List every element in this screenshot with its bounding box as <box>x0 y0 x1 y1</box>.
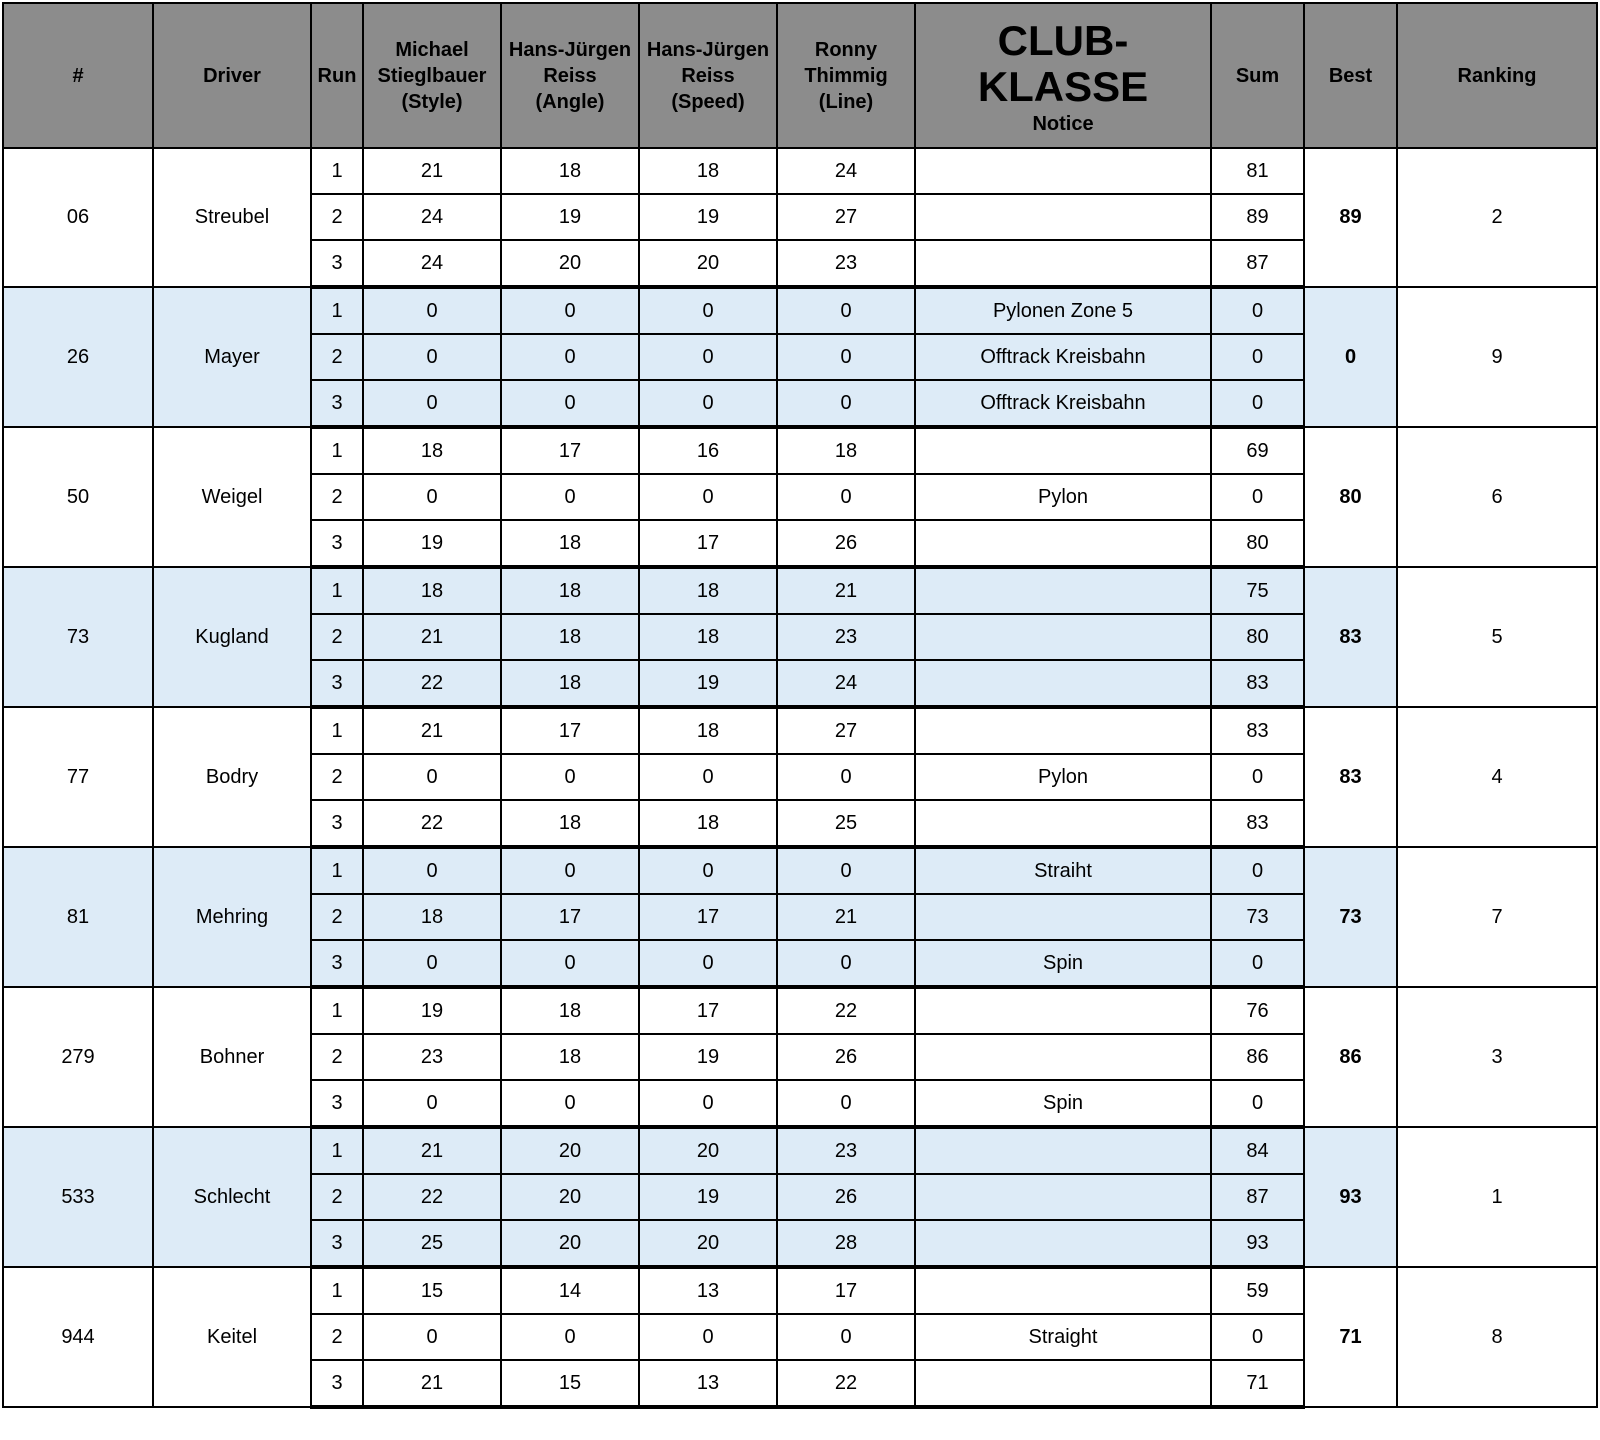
run-notice: Offtrack Kreisbahn <box>915 380 1211 427</box>
score-speed: 0 <box>639 1080 777 1127</box>
score-style: 0 <box>363 1080 501 1127</box>
driver-number: 77 <box>3 707 153 847</box>
score-angle: 0 <box>501 334 639 380</box>
score-style: 0 <box>363 380 501 427</box>
score-style: 21 <box>363 614 501 660</box>
best-score: 89 <box>1304 148 1397 287</box>
driver-number: 533 <box>3 1127 153 1267</box>
run-number: 1 <box>311 987 363 1034</box>
header-judge-speed-first: Hans-Jürgen <box>646 38 770 61</box>
header-judge-angle-first: Hans-Jürgen <box>508 38 632 61</box>
best-score: 71 <box>1304 1267 1397 1407</box>
score-line: 24 <box>777 660 915 707</box>
score-style: 22 <box>363 800 501 847</box>
run-number: 2 <box>311 894 363 940</box>
ranking: 5 <box>1397 567 1597 707</box>
score-speed: 20 <box>639 1220 777 1267</box>
run-notice: Pylon <box>915 474 1211 520</box>
header-judge-speed-criterion: (Speed) <box>671 90 745 113</box>
header-number: # <box>3 3 153 148</box>
run-notice <box>915 520 1211 567</box>
results-body <box>3 148 1597 1407</box>
score-speed: 0 <box>639 847 777 894</box>
score-angle: 17 <box>501 894 639 940</box>
run-notice <box>915 987 1211 1034</box>
score-style: 0 <box>363 474 501 520</box>
run-notice <box>915 567 1211 614</box>
run-number: 1 <box>311 1267 363 1314</box>
score-line: 0 <box>777 334 915 380</box>
score-line: 21 <box>777 894 915 940</box>
score-style: 0 <box>363 334 501 380</box>
run-number: 2 <box>311 474 363 520</box>
score-speed: 0 <box>639 380 777 427</box>
ranking: 2 <box>1397 148 1597 287</box>
score-line: 25 <box>777 800 915 847</box>
score-speed: 16 <box>639 427 777 474</box>
run-number: 2 <box>311 1314 363 1360</box>
run-number: 3 <box>311 1220 363 1267</box>
driver-name: Schlecht <box>153 1127 311 1267</box>
ranking: 4 <box>1397 707 1597 847</box>
score-line: 24 <box>777 148 915 194</box>
score-speed: 0 <box>639 940 777 987</box>
run-sum: 86 <box>1211 1034 1304 1080</box>
run-notice <box>915 614 1211 660</box>
club-class-title-line2: KLASSE <box>977 62 1149 110</box>
run-number: 1 <box>311 1127 363 1174</box>
header-judge-speed <box>639 3 777 148</box>
run-sum: 71 <box>1211 1360 1304 1407</box>
score-speed: 18 <box>639 707 777 754</box>
score-line: 0 <box>777 754 915 800</box>
table-row <box>3 1267 1597 1314</box>
ranking: 9 <box>1397 287 1597 427</box>
score-style: 0 <box>363 940 501 987</box>
score-line: 22 <box>777 1360 915 1407</box>
driver-number: 26 <box>3 287 153 427</box>
results-table <box>2 2 1598 1409</box>
run-notice <box>915 1034 1211 1080</box>
header-judge-style <box>363 3 501 148</box>
run-number: 2 <box>311 1034 363 1080</box>
score-angle: 20 <box>501 1127 639 1174</box>
header-club-class <box>915 3 1211 148</box>
run-sum: 83 <box>1211 800 1304 847</box>
score-speed: 18 <box>639 148 777 194</box>
score-line: 0 <box>777 380 915 427</box>
run-sum: 0 <box>1211 1080 1304 1127</box>
score-angle: 20 <box>501 1220 639 1267</box>
score-speed: 19 <box>639 1034 777 1080</box>
run-notice <box>915 427 1211 474</box>
score-line: 26 <box>777 520 915 567</box>
run-notice <box>915 1220 1211 1267</box>
score-speed: 18 <box>639 800 777 847</box>
driver-name: Weigel <box>153 427 311 567</box>
run-number: 3 <box>311 800 363 847</box>
ranking: 8 <box>1397 1267 1597 1407</box>
run-number: 1 <box>311 847 363 894</box>
score-speed: 0 <box>639 334 777 380</box>
score-line: 27 <box>777 707 915 754</box>
score-style: 18 <box>363 894 501 940</box>
score-style: 21 <box>363 707 501 754</box>
run-sum: 0 <box>1211 1314 1304 1360</box>
header-judge-angle-criterion: (Angle) <box>535 90 605 113</box>
score-style: 15 <box>363 1267 501 1314</box>
score-angle: 18 <box>501 148 639 194</box>
driver-name: Mayer <box>153 287 311 427</box>
run-number: 3 <box>311 940 363 987</box>
header-judge-style-last: Stieglbauer <box>377 64 487 87</box>
score-line: 23 <box>777 1127 915 1174</box>
driver-name: Bohner <box>153 987 311 1127</box>
score-style: 19 <box>363 987 501 1034</box>
score-speed: 0 <box>639 287 777 334</box>
run-sum: 0 <box>1211 474 1304 520</box>
run-notice <box>915 1127 1211 1174</box>
driver-number: 944 <box>3 1267 153 1407</box>
score-speed: 18 <box>639 614 777 660</box>
score-speed: 17 <box>639 987 777 1034</box>
run-notice <box>915 707 1211 754</box>
score-angle: 18 <box>501 800 639 847</box>
table-row <box>3 987 1597 1034</box>
run-number: 3 <box>311 380 363 427</box>
driver-name: Mehring <box>153 847 311 987</box>
header-driver: Driver <box>153 3 311 148</box>
score-style: 0 <box>363 1314 501 1360</box>
run-number: 2 <box>311 194 363 240</box>
score-line: 22 <box>777 987 915 1034</box>
score-angle: 0 <box>501 380 639 427</box>
run-number: 1 <box>311 287 363 334</box>
score-angle: 20 <box>501 240 639 287</box>
score-speed: 0 <box>639 474 777 520</box>
run-notice: Offtrack Kreisbahn <box>915 334 1211 380</box>
score-angle: 18 <box>501 520 639 567</box>
score-style: 22 <box>363 1174 501 1220</box>
table-row <box>3 287 1597 334</box>
run-notice: Straiht <box>915 847 1211 894</box>
score-angle: 17 <box>501 427 639 474</box>
header-sum: Sum <box>1211 3 1304 148</box>
score-angle: 0 <box>501 287 639 334</box>
run-sum: 87 <box>1211 240 1304 287</box>
score-line: 28 <box>777 1220 915 1267</box>
table-row <box>3 427 1597 474</box>
run-sum: 0 <box>1211 940 1304 987</box>
score-angle: 20 <box>501 1174 639 1220</box>
score-line: 17 <box>777 1267 915 1314</box>
run-number: 2 <box>311 614 363 660</box>
run-number: 2 <box>311 754 363 800</box>
ranking: 1 <box>1397 1127 1597 1267</box>
score-angle: 14 <box>501 1267 639 1314</box>
score-style: 22 <box>363 660 501 707</box>
score-line: 0 <box>777 287 915 334</box>
score-angle: 0 <box>501 1314 639 1360</box>
run-number: 3 <box>311 520 363 567</box>
score-speed: 17 <box>639 520 777 567</box>
run-notice <box>915 800 1211 847</box>
score-style: 19 <box>363 520 501 567</box>
score-style: 21 <box>363 1127 501 1174</box>
run-sum: 0 <box>1211 380 1304 427</box>
header-judge-angle-last: Reiss <box>543 64 597 87</box>
run-number: 1 <box>311 707 363 754</box>
score-speed: 17 <box>639 894 777 940</box>
run-sum: 83 <box>1211 707 1304 754</box>
table-row <box>3 567 1597 614</box>
best-score: 83 <box>1304 567 1397 707</box>
ranking: 3 <box>1397 987 1597 1127</box>
header-run: Run <box>311 3 363 148</box>
run-sum: 80 <box>1211 614 1304 660</box>
run-notice <box>915 1360 1211 1407</box>
score-angle: 0 <box>501 1080 639 1127</box>
club-class-title-line1: CLUB- <box>997 16 1129 64</box>
driver-name: Kugland <box>153 567 311 707</box>
run-sum: 0 <box>1211 847 1304 894</box>
best-score: 73 <box>1304 847 1397 987</box>
score-style: 21 <box>363 148 501 194</box>
driver-name: Streubel <box>153 148 311 287</box>
header-row <box>3 3 1597 148</box>
driver-name: Bodry <box>153 707 311 847</box>
best-score: 0 <box>1304 287 1397 427</box>
header-judge-style-criterion: (Style) <box>401 90 463 113</box>
run-sum: 81 <box>1211 148 1304 194</box>
table-row <box>3 1127 1597 1174</box>
score-speed: 13 <box>639 1360 777 1407</box>
score-speed: 13 <box>639 1267 777 1314</box>
run-number: 3 <box>311 1080 363 1127</box>
run-sum: 80 <box>1211 520 1304 567</box>
run-notice: Spin <box>915 940 1211 987</box>
ranking: 7 <box>1397 847 1597 987</box>
best-score: 86 <box>1304 987 1397 1127</box>
run-sum: 0 <box>1211 754 1304 800</box>
score-style: 24 <box>363 240 501 287</box>
ranking: 6 <box>1397 427 1597 567</box>
score-speed: 19 <box>639 194 777 240</box>
score-line: 0 <box>777 847 915 894</box>
run-number: 3 <box>311 1360 363 1407</box>
header-judge-line-criterion: (Line) <box>818 90 874 113</box>
run-notice <box>915 1267 1211 1314</box>
run-notice: Straight <box>915 1314 1211 1360</box>
best-score: 80 <box>1304 427 1397 567</box>
run-notice <box>915 894 1211 940</box>
score-angle: 0 <box>501 474 639 520</box>
run-number: 2 <box>311 1174 363 1220</box>
table-row <box>3 847 1597 894</box>
run-sum: 83 <box>1211 660 1304 707</box>
run-sum: 93 <box>1211 1220 1304 1267</box>
best-score: 93 <box>1304 1127 1397 1267</box>
best-score: 83 <box>1304 707 1397 847</box>
driver-number: 06 <box>3 148 153 287</box>
score-angle: 0 <box>501 754 639 800</box>
score-style: 21 <box>363 1360 501 1407</box>
score-angle: 18 <box>501 567 639 614</box>
run-number: 3 <box>311 240 363 287</box>
run-number: 1 <box>311 427 363 474</box>
run-notice: Pylon <box>915 754 1211 800</box>
header-judge-line-last: Thimmig <box>804 64 888 87</box>
run-number: 2 <box>311 334 363 380</box>
run-number: 1 <box>311 567 363 614</box>
run-notice <box>915 148 1211 194</box>
score-line: 26 <box>777 1174 915 1220</box>
score-style: 0 <box>363 847 501 894</box>
run-number: 3 <box>311 660 363 707</box>
score-angle: 18 <box>501 660 639 707</box>
score-style: 25 <box>363 1220 501 1267</box>
score-line: 18 <box>777 427 915 474</box>
score-line: 0 <box>777 1080 915 1127</box>
score-style: 23 <box>363 1034 501 1080</box>
score-line: 27 <box>777 194 915 240</box>
table-row <box>3 148 1597 194</box>
header-ranking: Ranking <box>1397 3 1597 148</box>
run-notice <box>915 1174 1211 1220</box>
score-style: 0 <box>363 287 501 334</box>
run-notice: Spin <box>915 1080 1211 1127</box>
run-notice: Pylonen Zone 5 <box>915 287 1211 334</box>
header-judge-speed-last: Reiss <box>681 64 735 87</box>
score-speed: 19 <box>639 1174 777 1220</box>
run-notice <box>915 660 1211 707</box>
driver-name: Keitel <box>153 1267 311 1407</box>
score-angle: 19 <box>501 194 639 240</box>
driver-number: 73 <box>3 567 153 707</box>
score-line: 23 <box>777 614 915 660</box>
header-judge-line <box>777 3 915 148</box>
score-line: 26 <box>777 1034 915 1080</box>
score-speed: 18 <box>639 567 777 614</box>
score-angle: 18 <box>501 987 639 1034</box>
run-sum: 0 <box>1211 287 1304 334</box>
score-line: 0 <box>777 940 915 987</box>
run-sum: 75 <box>1211 567 1304 614</box>
run-sum: 73 <box>1211 894 1304 940</box>
header-judge-line-first: Ronny <box>814 38 878 61</box>
run-notice <box>915 240 1211 287</box>
score-angle: 15 <box>501 1360 639 1407</box>
score-style: 18 <box>363 427 501 474</box>
run-sum: 69 <box>1211 427 1304 474</box>
score-angle: 17 <box>501 707 639 754</box>
score-style: 24 <box>363 194 501 240</box>
score-style: 18 <box>363 567 501 614</box>
driver-number: 279 <box>3 987 153 1127</box>
score-line: 0 <box>777 474 915 520</box>
score-speed: 19 <box>639 660 777 707</box>
header-best: Best <box>1304 3 1397 148</box>
score-line: 23 <box>777 240 915 287</box>
driver-number: 81 <box>3 847 153 987</box>
score-angle: 18 <box>501 614 639 660</box>
score-line: 0 <box>777 1314 915 1360</box>
score-speed: 0 <box>639 1314 777 1360</box>
score-speed: 20 <box>639 240 777 287</box>
score-style: 0 <box>363 754 501 800</box>
driver-number: 50 <box>3 427 153 567</box>
run-sum: 59 <box>1211 1267 1304 1314</box>
run-sum: 89 <box>1211 194 1304 240</box>
run-sum: 0 <box>1211 334 1304 380</box>
run-sum: 87 <box>1211 1174 1304 1220</box>
score-speed: 0 <box>639 754 777 800</box>
run-sum: 84 <box>1211 1127 1304 1174</box>
score-angle: 18 <box>501 1034 639 1080</box>
run-notice <box>915 194 1211 240</box>
score-angle: 0 <box>501 847 639 894</box>
run-sum: 76 <box>1211 987 1304 1034</box>
score-angle: 0 <box>501 940 639 987</box>
run-number: 1 <box>311 148 363 194</box>
header-notice: Notice <box>1032 112 1094 135</box>
header-judge-angle <box>501 3 639 148</box>
table-row <box>3 707 1597 754</box>
score-line: 21 <box>777 567 915 614</box>
score-speed: 20 <box>639 1127 777 1174</box>
header-judge-style-first: Michael <box>395 38 469 61</box>
